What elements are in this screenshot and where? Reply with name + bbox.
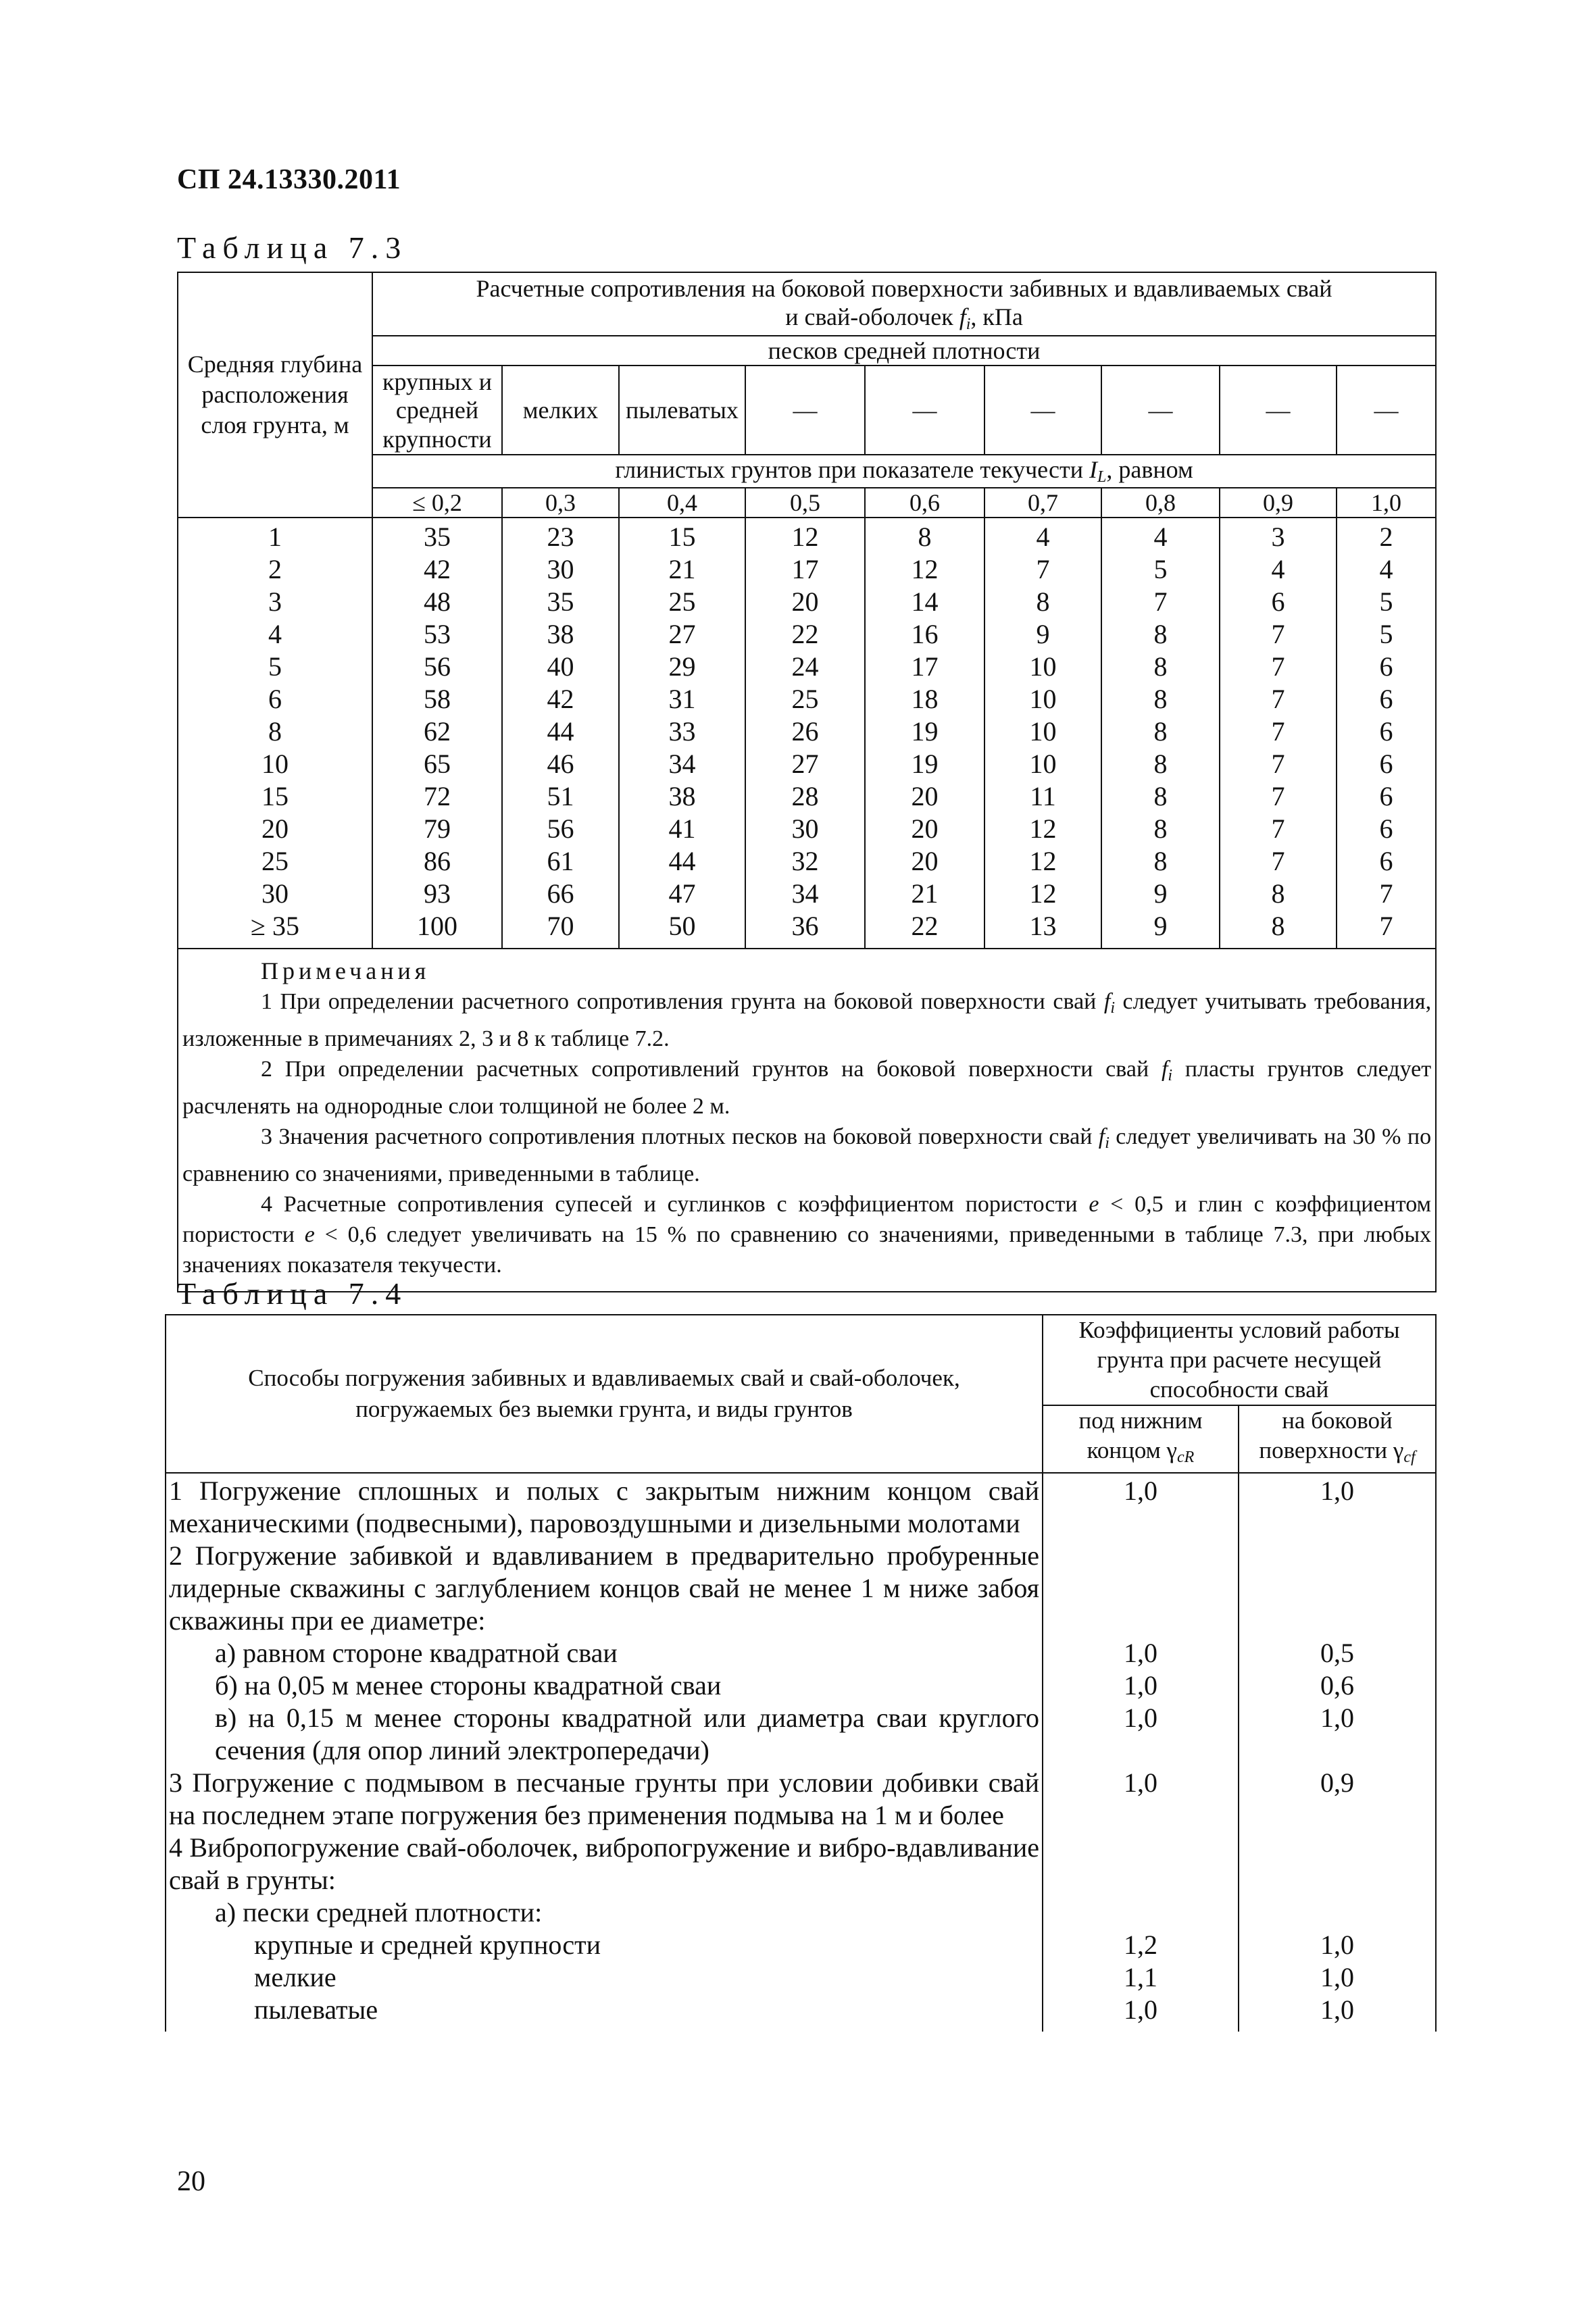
il-value-header: 0,8 (1101, 488, 1220, 518)
note-4: 4 Расчетные сопротивления супесей и суглинков с коэффициентом пористости e < 0,5 и глин с коэффициентом пористости e < 0,6 следует увеличивать на 15 % по сравнению со значениями, приведенными в таблице 7.3, при любых значениях показателя текучести. (182, 1192, 1432, 1278)
dash-cell: — (865, 366, 984, 455)
resistance-cell: 6 (1337, 683, 1436, 715)
resistance-cell: 38 (619, 780, 745, 813)
resistance-cell: 8 (1101, 715, 1220, 748)
resistance-cell: 7 (1220, 651, 1337, 683)
depth-cell: 30 (178, 878, 372, 910)
resistance-cell: 7 (1220, 618, 1337, 651)
method-cell: крупные и средней крупности (166, 1929, 1043, 1961)
lower-end-label: под нижним концом γ (1078, 1407, 1203, 1463)
document-code: СП 24.13330.2011 (177, 164, 401, 195)
resistance-cell: 9 (1101, 910, 1220, 949)
resistance-cell: 15 (619, 518, 745, 553)
note-1: 1 При определении расчетного сопротивления грунта на боковой поверхности свай $f_i$ следует учитывать требования, изложенные в примечаниях 2, 3 и 8 к таблице 7.2. (182, 989, 1432, 1052)
resistance-cell: 20 (865, 780, 984, 813)
resistance-cell: 51 (502, 780, 619, 813)
resistance-cell: 35 (502, 586, 619, 618)
side-coef-cell: 1,0 (1239, 1994, 1436, 2032)
lower-coef-cell: 1,0 (1043, 1669, 1239, 1702)
lower-coef-cell (1043, 1896, 1239, 1929)
side-coef-cell: 1,0 (1239, 1473, 1436, 1540)
table-row (178, 748, 1436, 780)
resistance-cell: 6 (1337, 651, 1436, 683)
table-row (178, 518, 1436, 553)
resistance-cell: 44 (619, 845, 745, 878)
resistance-cell: 66 (502, 878, 619, 910)
resistance-cell: 17 (865, 651, 984, 683)
resistance-cell: 12 (984, 845, 1101, 878)
table-row (166, 1832, 1436, 1896)
lower-coef-cell: 1,0 (1043, 1767, 1239, 1832)
resistance-cell: 25 (619, 586, 745, 618)
resistance-cell: 24 (745, 651, 865, 683)
resistance-cell: 30 (502, 553, 619, 586)
table-row (166, 1669, 1436, 1702)
depth-cell: 10 (178, 748, 372, 780)
resistance-cell: 11 (984, 780, 1101, 813)
side-coef-cell (1239, 1896, 1436, 1929)
il-value-header: 0,3 (502, 488, 619, 518)
depth-cell: 25 (178, 845, 372, 878)
depth-cell: 15 (178, 780, 372, 813)
resistance-cell: 50 (619, 910, 745, 949)
resistance-cell: 10 (984, 651, 1101, 683)
resistance-cell: 6 (1337, 715, 1436, 748)
resistance-cell: 47 (619, 878, 745, 910)
depth-cell: 3 (178, 586, 372, 618)
resistance-cell: 8 (1220, 878, 1337, 910)
resistance-cell: 41 (619, 813, 745, 845)
resistance-cell: 10 (984, 748, 1101, 780)
depth-cell: 5 (178, 651, 372, 683)
resistance-cell: 14 (865, 586, 984, 618)
method-cell: а) пески средней плотности: (166, 1896, 1043, 1929)
table-7-3-body (178, 518, 1436, 949)
side-coef-cell: 0,9 (1239, 1767, 1436, 1832)
clays-header: глинистых грунтов при показателе текучести $I_L$, равном (372, 455, 1436, 487)
depth-cell: 2 (178, 553, 372, 586)
resistance-cell: 21 (619, 553, 745, 586)
dash-cell: — (1337, 366, 1436, 455)
resistance-cell: 13 (984, 910, 1101, 949)
resistance-header (372, 272, 1436, 336)
page-number: 20 (177, 2166, 205, 2197)
resistance-cell: 31 (619, 683, 745, 715)
side-surface-header (1239, 1405, 1436, 1473)
resistance-cell: 2 (1337, 518, 1436, 553)
method-cell: мелкие (166, 1961, 1043, 1994)
dash-cell: — (745, 366, 865, 455)
lower-coef-cell: 1,0 (1043, 1473, 1239, 1540)
resistance-cell: 26 (745, 715, 865, 748)
side-coef-cell (1239, 1540, 1436, 1637)
resistance-cell: 38 (502, 618, 619, 651)
resistance-cell: 4 (1337, 553, 1436, 586)
table-row (166, 1961, 1436, 1994)
resistance-cell: 62 (372, 715, 502, 748)
resistance-cell: 34 (619, 748, 745, 780)
note-2: 2 При определении расчетных сопротивлений грунтов на боковой поверхности свай $f_i$ пласты грунтов следует расчленять на однородные слои толщиной не более 2 м. (182, 1057, 1432, 1120)
resistance-cell: 8 (1101, 651, 1220, 683)
resistance-cell: 44 (502, 715, 619, 748)
resistance-cell: 22 (745, 618, 865, 651)
dash-cell: — (1220, 366, 1337, 455)
resistance-cell: 7 (1220, 715, 1337, 748)
resistance-cell: 61 (502, 845, 619, 878)
resistance-cell: 56 (372, 651, 502, 683)
notes-title: Примечания (261, 957, 430, 985)
resistance-cell: 48 (372, 586, 502, 618)
resistance-cell: 20 (745, 586, 865, 618)
lower-coef-cell: 1,0 (1043, 1702, 1239, 1767)
resistance-cell: 72 (372, 780, 502, 813)
table-row (166, 1896, 1436, 1929)
resistance-cell: 5 (1337, 618, 1436, 651)
method-header: Способы погружения забивных и вдавливаемых свай и свай-оболочек, погружаемых без выемки грунта, и виды грунтов (166, 1315, 1043, 1473)
resistance-cell: 29 (619, 651, 745, 683)
resistance-cell: 20 (865, 845, 984, 878)
il-value-header: 0,6 (865, 488, 984, 518)
resistance-cell: 8 (865, 518, 984, 553)
resistance-cell: 20 (865, 813, 984, 845)
resistance-cell: 34 (745, 878, 865, 910)
resistance-cell: 8 (1220, 910, 1337, 949)
table-row (166, 1473, 1436, 1540)
resistance-cell: 12 (984, 813, 1101, 845)
resistance-cell: 7 (1337, 910, 1436, 949)
side-surface-label: на боковой поверхности γ (1259, 1407, 1404, 1463)
resistance-cell: 12 (984, 878, 1101, 910)
method-cell: пылеватые (166, 1994, 1043, 2032)
depth-column-header: Средняя глубина расположения слоя грунта, м (178, 272, 372, 518)
table-row (178, 813, 1436, 845)
resistance-cell: 58 (372, 683, 502, 715)
lower-coef-cell: 1,2 (1043, 1929, 1239, 1961)
resistance-cell: 27 (619, 618, 745, 651)
resistance-cell: 5 (1337, 586, 1436, 618)
table-row (178, 910, 1436, 949)
method-cell: 1 Погружение сплошных и полых с закрытым нижним концом свай механическими (подвесными), паровоздушными и дизельными молотами (166, 1473, 1043, 1540)
table-7-4-caption: Таблица 7.4 (177, 1276, 408, 1311)
dash-cell: — (1101, 366, 1220, 455)
il-value-header: ≤ 0,2 (372, 488, 502, 518)
resistance-cell: 19 (865, 715, 984, 748)
resistance-cell: 25 (745, 683, 865, 715)
dash-cell: — (984, 366, 1101, 455)
depth-cell: ≥ 35 (178, 910, 372, 949)
resistance-cell: 6 (1337, 748, 1436, 780)
method-cell: в) на 0,15 м менее стороны квадратной или диаметра сваи круглого сечения (для опор линий электропередачи) (166, 1702, 1043, 1767)
method-cell: б) на 0,05 м менее стороны квадратной сваи (166, 1669, 1043, 1702)
resistance-cell: 42 (372, 553, 502, 586)
lower-coef-cell (1043, 1540, 1239, 1637)
lower-end-subscript: cR (1177, 1449, 1195, 1466)
resistance-cell: 8 (1101, 683, 1220, 715)
note-3: 3 Значения расчетного сопротивления плотных песков на боковой поверхности свай $f_i$ следует увеличивать на 30 % по сравнению со значениями, приведенными в таблице. (182, 1124, 1432, 1187)
resistance-cell: 3 (1220, 518, 1337, 553)
resistance-cell: 21 (865, 878, 984, 910)
table-row (166, 1702, 1436, 1767)
resistance-cell: 93 (372, 878, 502, 910)
depth-cell: 20 (178, 813, 372, 845)
method-cell: 2 Погружение забивкой и вдавливанием в предварительно пробуренные лидерные скважины с заглублением концов свай не менее 1 м ниже забоя скважины при ее диаметре: (166, 1540, 1043, 1637)
side-coef-cell: 0,5 (1239, 1637, 1436, 1669)
resistance-cell: 8 (1101, 780, 1220, 813)
table-row (178, 553, 1436, 586)
resistance-cell: 17 (745, 553, 865, 586)
resistance-cell: 22 (865, 910, 984, 949)
resistance-cell: 35 (372, 518, 502, 553)
resistance-cell: 7 (1101, 586, 1220, 618)
method-cell: 3 Погружение с подмывом в песчаные грунты при условии добивки свай на последнем этапе погружения без применения подмыва на 1 м и более (166, 1767, 1043, 1832)
table-row (178, 845, 1436, 878)
sands-header: песков средней плотности (372, 336, 1436, 366)
resistance-cell: 53 (372, 618, 502, 651)
resistance-cell: 7 (1337, 878, 1436, 910)
resistance-cell: 4 (1101, 518, 1220, 553)
resistance-header-line2: и свай-оболочек $f_i$, кПа (785, 303, 1023, 334)
side-coef-cell: 1,0 (1239, 1702, 1436, 1767)
resistance-cell: 46 (502, 748, 619, 780)
resistance-cell: 16 (865, 618, 984, 651)
side-coef-cell (1239, 1832, 1436, 1896)
resistance-cell: 79 (372, 813, 502, 845)
table-row (178, 683, 1436, 715)
depth-cell: 8 (178, 715, 372, 748)
depth-cell: 1 (178, 518, 372, 553)
method-cell: а) равном стороне квадратной сваи (166, 1637, 1043, 1669)
table-row (166, 1994, 1436, 2032)
table-7-4 (165, 1314, 1437, 2032)
table-row (166, 1637, 1436, 1669)
resistance-cell: 4 (984, 518, 1101, 553)
resistance-cell: 6 (1337, 813, 1436, 845)
sand-type-fine: мелких (502, 366, 619, 455)
lower-end-header (1043, 1405, 1239, 1473)
table-row (166, 1929, 1436, 1961)
resistance-cell: 33 (619, 715, 745, 748)
side-coef-cell: 0,6 (1239, 1669, 1436, 1702)
resistance-cell: 12 (745, 518, 865, 553)
table-row (178, 780, 1436, 813)
resistance-cell: 7 (1220, 845, 1337, 878)
resistance-cell: 6 (1337, 845, 1436, 878)
table-7-3-caption: Таблица 7.3 (177, 230, 408, 265)
method-cell: 4 Вибропогружение свай-оболочек, вибропогружение и вибро-вдавливание свай в грунты: (166, 1832, 1043, 1896)
resistance-cell: 65 (372, 748, 502, 780)
lower-coef-cell (1043, 1832, 1239, 1896)
il-value-header: 0,5 (745, 488, 865, 518)
resistance-cell: 8 (1101, 748, 1220, 780)
side-coef-cell: 1,0 (1239, 1961, 1436, 1994)
resistance-cell: 8 (1101, 813, 1220, 845)
table-row (178, 715, 1436, 748)
resistance-cell: 10 (984, 715, 1101, 748)
sand-type-silty: пылеватых (619, 366, 745, 455)
resistance-cell: 28 (745, 780, 865, 813)
coef-header: Коэффициенты условий работы грунта при расчете несущей способности свай (1043, 1315, 1436, 1405)
resistance-cell: 10 (984, 683, 1101, 715)
table-7-3-notes (178, 949, 1436, 1292)
resistance-cell: 12 (865, 553, 984, 586)
table-row (166, 1767, 1436, 1832)
resistance-cell: 7 (984, 553, 1101, 586)
resistance-cell: 19 (865, 748, 984, 780)
resistance-cell: 100 (372, 910, 502, 949)
resistance-cell: 6 (1337, 780, 1436, 813)
resistance-cell: 8 (1101, 845, 1220, 878)
resistance-cell: 9 (984, 618, 1101, 651)
table-row (178, 878, 1436, 910)
resistance-cell: 4 (1220, 553, 1337, 586)
table-7-4-body (166, 1473, 1436, 2032)
resistance-cell: 27 (745, 748, 865, 780)
lower-coef-cell: 1,1 (1043, 1961, 1239, 1994)
resistance-cell: 70 (502, 910, 619, 949)
resistance-cell: 7 (1220, 748, 1337, 780)
side-coef-cell: 1,0 (1239, 1929, 1436, 1961)
resistance-cell: 5 (1101, 553, 1220, 586)
resistance-cell: 18 (865, 683, 984, 715)
resistance-cell: 8 (984, 586, 1101, 618)
sand-type-coarse: крупных и средней крупности (372, 366, 502, 455)
il-value-header: 0,7 (984, 488, 1101, 518)
resistance-cell: 7 (1220, 813, 1337, 845)
side-surface-subscript: cf (1403, 1449, 1416, 1466)
resistance-cell: 6 (1220, 586, 1337, 618)
resistance-cell: 7 (1220, 683, 1337, 715)
depth-cell: 4 (178, 618, 372, 651)
resistance-cell: 8 (1101, 618, 1220, 651)
resistance-cell: 23 (502, 518, 619, 553)
resistance-cell: 32 (745, 845, 865, 878)
resistance-cell: 56 (502, 813, 619, 845)
depth-cell: 6 (178, 683, 372, 715)
il-value-header: 0,9 (1220, 488, 1337, 518)
resistance-cell: 9 (1101, 878, 1220, 910)
lower-coef-cell: 1,0 (1043, 1994, 1239, 2032)
table-row (178, 586, 1436, 618)
resistance-cell: 86 (372, 845, 502, 878)
resistance-cell: 40 (502, 651, 619, 683)
resistance-cell: 7 (1220, 780, 1337, 813)
table-row (178, 618, 1436, 651)
resistance-cell: 42 (502, 683, 619, 715)
resistance-cell: 30 (745, 813, 865, 845)
resistance-header-line1: Расчетные сопротивления на боковой поверхности забивных и вдавливаемых свай (476, 274, 1332, 302)
table-7-3 (177, 272, 1437, 1292)
lower-coef-cell: 1,0 (1043, 1637, 1239, 1669)
resistance-cell: 36 (745, 910, 865, 949)
table-row (178, 651, 1436, 683)
il-value-header: 1,0 (1337, 488, 1436, 518)
table-row (166, 1540, 1436, 1637)
il-value-header: 0,4 (619, 488, 745, 518)
